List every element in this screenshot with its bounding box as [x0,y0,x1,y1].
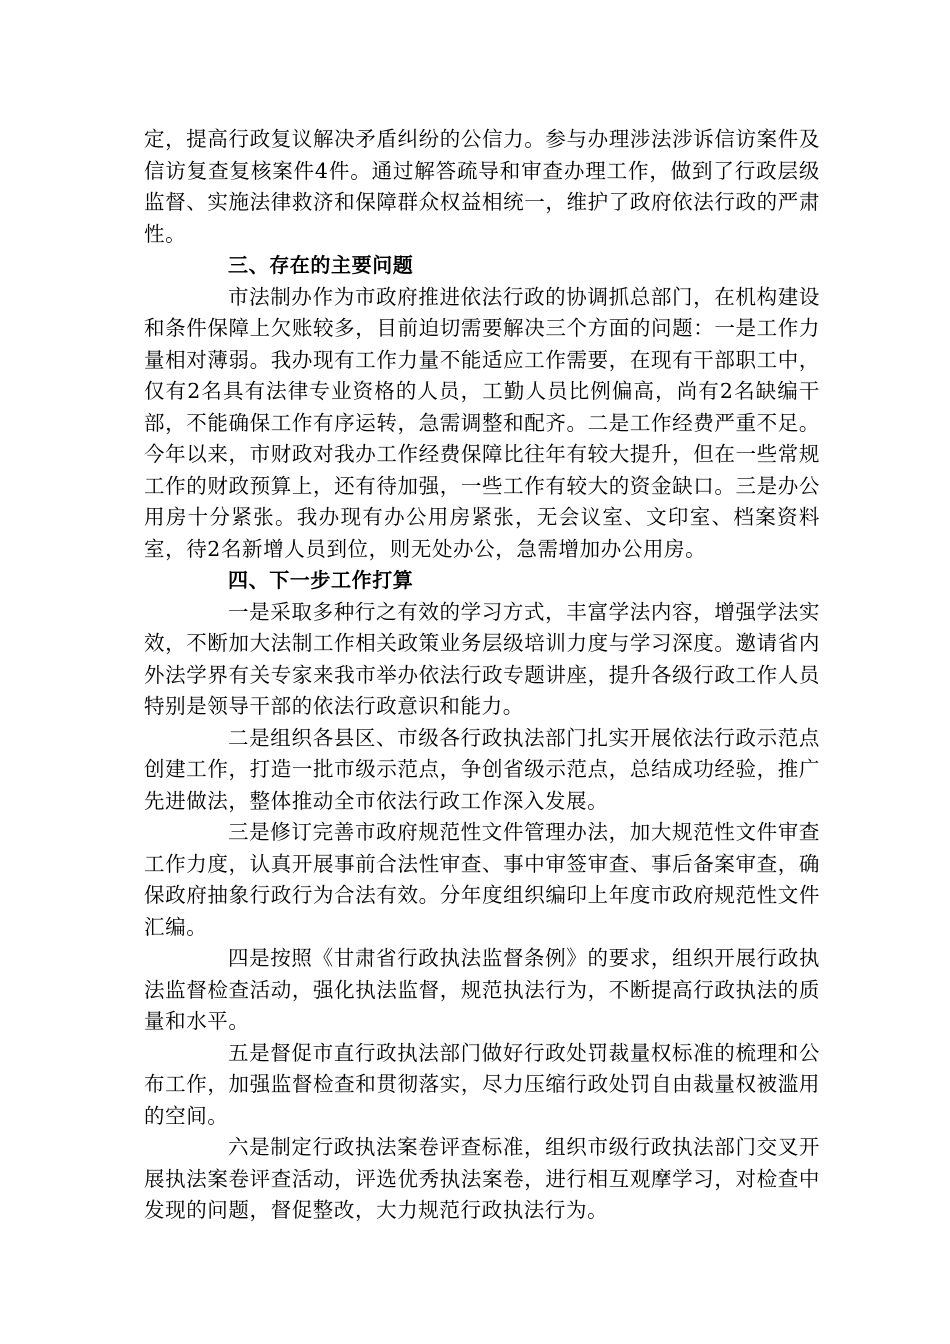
next-step-item-1: 一是采取多种行之有效的学习方式，丰富学法内容，增强学法实效，不断加大法制工作相关政策业务层级培训力度与学习深度。邀请省内外法学界有关专家来我市举办依法行政专题讲座，提升各级行政工作人员特别是领导干部的依法行政意识和能力。 [144,599,820,718]
next-step-item-3: 三是修订完善市政府规范性文件管理办法，加大规范性文件审查工作力度，认真开展事前合法性审查、事中审签审查、事后备案审查，确保政府抽象行政行为合法有效。分年度组织编印上年度市政府规范性文件汇编。 [144,820,820,939]
next-step-item-5: 五是督促市直行政执法部门做好行政处罚裁量权标准的梳理和公布工作，加强监督检查和贯彻落实，尽力压缩行政处罚自由裁量权被滥用的空间。 [144,1040,820,1128]
next-step-item-2: 二是组织各县区、市级各行政执法部门扎实开展依法行政示范点创建工作，打造一批市级示范点，争创省级示范点，总结成功经验，推广先进做法，整体推动全市依法行政工作深入发展。 [144,725,820,813]
problems-paragraph: 市法制办作为市政府推进依法行政的协调抓总部门，在机构建设和条件保障上欠账较多，目前迫切需要解决三个方面的问题：一是工作力量相对薄弱。我办现有工作力量不能适应工作需要，在现有干部职工中，仅有2名具有法律专业资格的人员，工勤人员比例偏高，尚有2名缺编干部，不能确保工作有序运转，急需调整和配齐。二是工作经费严重不足。今年以来，市财政对我办工作经费保障比往年有较大提升，但在一些常规工作的财政预算上，还有待加强，一些工作有较大的资金缺口。三是办公用房十分紧张。我办现有办公用房紧张，无会议室、文印室、档案资料室，待2名新增人员到位，则无处办公，急需增加办公用房。 [144,284,820,561]
section-heading-next-steps: 四、下一步工作打算 [228,568,414,592]
continuation-paragraph: 定，提高行政复议解决矛盾纠纷的公信力。参与办理涉法涉诉信访案件及信访复查复核案件4件。通过解答疏导和审查办理工作，做到了行政层级监督、实施法律救济和保障群众权益相统一，维护了政府依法行政的严肃性。 [144,127,820,246]
document-page [144,124,820,1227]
section-heading-problems: 三、存在的主要问题 [228,253,414,277]
next-step-item-6: 六是制定行政执法案卷评查标准，组织市级行政执法部门交叉开展执法案卷评查活动，评选优秀执法案卷，进行相互观摩学习，对检查中发现的问题，督促整改，大力规范行政执法行为。 [144,1135,820,1222]
next-step-item-4: 四是按照《甘肃省行政执法监督条例》的要求，组织开展行政执法监督检查活动，强化执法监督，规范执法行为，不断提高行政执法的质量和水平。 [144,946,820,1033]
